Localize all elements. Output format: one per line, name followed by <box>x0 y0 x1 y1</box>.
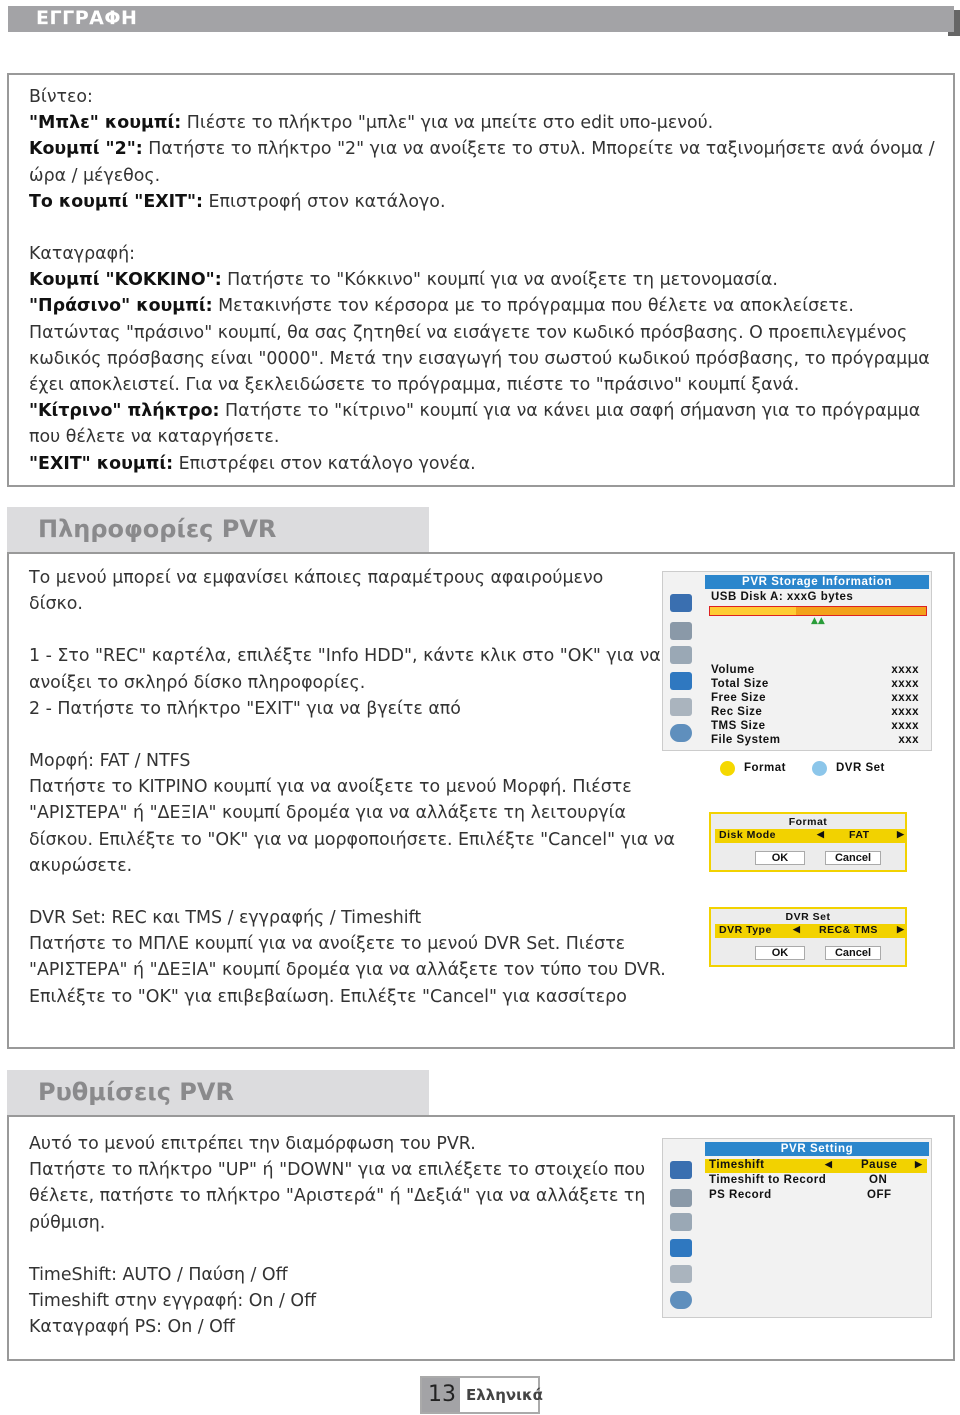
storage-screen <box>662 571 932 751</box>
pvr-info-paragraph <box>29 748 679 879</box>
pvr-setting-screen <box>662 1138 932 1318</box>
pvr-info-line: δίσκο. <box>29 594 83 615</box>
pvr-info-line: "ΑΡΙΣΤΕΡΑ" ή "ΔΕΞΙΑ" κουμπί δρομέα για να αλλάξετε τη λειτουργία <box>29 803 626 824</box>
storage-row-value: xxxx <box>891 692 919 704</box>
pvr-info-line: Πατήστε το ΜΠΛΕ κουμπί για να ανοίξετε το μενού DVR Set. Πιέστε <box>29 934 626 955</box>
left-arrow-icon[interactable]: ◀ <box>793 924 801 934</box>
settings-line: Timeshift στην εγγραφή: On / Off <box>29 1291 317 1312</box>
storage-row <box>711 692 919 706</box>
dvr-cancel-button[interactable]: Cancel <box>825 946 881 960</box>
storage-row-value: xxxx <box>891 664 919 676</box>
usb-disk-line: USB Disk A: xxxG bytes <box>711 591 854 603</box>
video-line: Το κουμπί "EXIT": Επιστροφή στον κατάλογο. <box>29 191 446 212</box>
page-footer <box>420 1376 543 1414</box>
ps-record-row[interactable] <box>705 1189 927 1203</box>
format-button[interactable] <box>720 760 810 778</box>
pvr-info-line: 1 - Στο "REC" καρτέλα, επιλέξτε "Info HDD", κάντε κλικ στο "OK" για να <box>29 646 661 667</box>
settings-lines-b <box>29 1262 669 1341</box>
settings-line: Αυτό το μενού επιτρέπει την διαμόρφωση του PVR. <box>29 1134 476 1154</box>
usb-icon <box>670 1265 692 1283</box>
ps-record-value: OFF <box>867 1189 892 1201</box>
pvr-info-paragraph <box>29 905 679 1010</box>
pvr-info-text <box>29 565 679 1010</box>
storage-row <box>711 706 919 720</box>
settings-line: TimeShift: AUTO / Παύση / Off <box>29 1264 288 1285</box>
pvr-info-line: Πατήστε το ΚΙΤΡΙΝΟ κουμπί για να ανοίξετε το μενού Μορφή. Πιέστε <box>29 777 632 798</box>
storage-title: PVR Storage Information <box>705 575 929 589</box>
usage-bar <box>709 606 927 616</box>
pvr-info-paragraph <box>29 643 679 722</box>
pvr-settings-text <box>29 1131 669 1340</box>
rec-line: "Πράσινο" κουμπί: Μετακινήστε τον κέρσορα με το πρόγραμμα που θέλετε να αποκλείσετε. <box>29 296 854 317</box>
storage-row-label: Rec Size <box>711 706 763 718</box>
rec-line: Κουμπί "ΚΟΚΚΙΝΟ": Πατήστε το "Κόκκινο" κουμπί για να ανοίξετε τη μετονομασία. <box>29 270 778 291</box>
pvr-info-line: ακυρώσετε. <box>29 855 133 876</box>
satellite-icon <box>670 622 692 640</box>
video-line: ώρα / μέγεθος. <box>29 165 161 186</box>
pvr-settings-title: Ρυθμίσεις PVR <box>38 1078 234 1106</box>
ps-record-label: PS Record <box>709 1189 772 1201</box>
storage-row <box>711 678 919 692</box>
timeshift-record-row[interactable] <box>705 1174 927 1188</box>
page-number: 13 <box>428 1382 456 1407</box>
tv-icon <box>670 594 692 612</box>
rec-heading: Καταγραφή: <box>29 244 135 265</box>
storage-row-label: Volume <box>711 664 755 676</box>
usage-marker: ▲▲ <box>811 616 825 626</box>
timeshift-value: Pause <box>861 1159 898 1171</box>
format-label: Format <box>744 762 786 774</box>
pvr-info-line: Μορφή: FAT / NTFS <box>29 751 191 772</box>
right-arrow-icon[interactable]: ▶ <box>915 1159 923 1169</box>
video-line: Κουμπί "2": Πατήστε το πλήκτρο "2" για να ανοίξετε το στυλ. Μπορείτε να ταξινομήσετε ανά όνομα / <box>29 139 935 160</box>
video-line: "Μπλε" κουμπί: Πιέστε το πλήκτρο "μπλε" για να μπείτε στο edit υπο-μενού. <box>29 113 714 134</box>
rec-line: "EXIT" κουμπί: Επιστρέφει στον κατάλογο γονέα. <box>29 453 476 474</box>
settings-line: Πατήστε το πλήκτρο "UP" ή "DOWN" για να επιλέξετε το στοιχείο που <box>29 1160 646 1181</box>
video-heading: Βίντεο: <box>29 87 93 107</box>
rec-lines <box>29 267 949 477</box>
timeshift-row[interactable] <box>705 1159 927 1173</box>
timeshift-label: Timeshift <box>709 1159 765 1171</box>
rec-line: Πατώντας "πράσινο" κουμπί, θα σας ζητηθεί να εισάγετε τον κωδικό πρόσβασης. Ο προεπιλεγμένος <box>29 322 908 343</box>
pvr-info-line: ανοίξει το σκληρό δίσκο πληροφορίες. <box>29 672 366 693</box>
rec-line: έχει αποκλειστεί. Για να ξεκλειδώσετε το πρόγραμμα, πιέστε το "πράσινο" κουμπί ξανά. <box>29 375 800 396</box>
pvr-info-line: DVR Set: REC και TMS / εγγραφής / Timeshift <box>29 908 422 929</box>
storage-row <box>711 734 919 748</box>
storage-row-value: xxxx <box>891 706 919 718</box>
pvr-info-title: Πληροφορίες PVR <box>38 515 277 543</box>
format-ok-button[interactable]: OK <box>755 851 805 865</box>
format-cancel-button[interactable]: Cancel <box>825 851 881 865</box>
format-dialog-title: Format <box>788 816 828 828</box>
storage-row-label: Free Size <box>711 692 766 704</box>
pvr-info-line: "ΑΡΙΣΤΕΡΑ" ή "ΔΕΞΙΑ" κουμπί δρομέα για να αλλάξετε τον τύπο του DVR. <box>29 960 666 981</box>
disk-icon <box>670 1291 692 1309</box>
video-lines <box>29 110 949 215</box>
header-bar <box>8 6 954 32</box>
page-title: ΕΓΓΡΑΦΗ <box>36 7 138 29</box>
storage-row-label: TMS Size <box>711 720 766 732</box>
satellite-icon <box>670 1189 692 1207</box>
settings-line: Καταγραφή PS: On / Off <box>29 1317 235 1338</box>
storage-row <box>711 664 919 678</box>
gear-icon <box>670 1213 692 1231</box>
dvr-dialog <box>709 907 907 967</box>
disk-mode-row[interactable] <box>715 829 905 843</box>
yellow-dot-icon <box>720 761 735 776</box>
dvr-set-button[interactable] <box>812 760 912 778</box>
format-dialog <box>709 812 907 872</box>
left-arrow-icon[interactable]: ◀ <box>825 1159 833 1169</box>
timeshift-record-value: ON <box>869 1174 888 1186</box>
folder-icon <box>670 672 692 690</box>
tv-icon <box>670 1161 692 1179</box>
dvr-set-label: DVR Set <box>836 762 885 774</box>
disk-mode-label: Disk Mode <box>719 829 777 841</box>
dvr-type-value: REC& TMS <box>819 924 878 936</box>
blue-dot-icon <box>812 761 827 776</box>
pvr-info-line: δίσκου. Επιλέξτε το "OK" για να μορφοποιήσετε. Επιλέξτε "Cancel" για να <box>29 829 675 850</box>
language-label: Ελληνικά <box>466 1386 543 1404</box>
storage-icon-column <box>667 590 695 750</box>
dvr-type-row[interactable] <box>715 924 905 938</box>
dvr-type-label: DVR Type <box>719 924 772 936</box>
storage-rows <box>711 664 919 748</box>
storage-row-label: File System <box>711 734 781 746</box>
pvr-info-line: Το μενού μπορεί να εμφανίσει κάποιες παραμέτρους αφαιρούμενο <box>29 568 604 588</box>
left-arrow-icon[interactable]: ◀ <box>817 829 825 839</box>
pvr-setting-title: PVR Setting <box>705 1142 929 1156</box>
storage-row-value: xxxx <box>891 720 919 732</box>
storage-row-value: xxxx <box>891 678 919 690</box>
timeshift-record-label: Timeshift to Record <box>709 1174 827 1186</box>
pvr-info-paragraph <box>29 565 679 617</box>
pvr-info-line: 2 - Πατήστε το πλήκτρο "EXIT" για να βγείτε από <box>29 698 461 719</box>
disk-icon <box>670 724 692 742</box>
dvr-ok-button[interactable]: OK <box>755 946 805 960</box>
rec-line: που θέλετε να καταργήσετε. <box>29 427 280 448</box>
recording-text <box>29 84 949 477</box>
storage-row <box>711 720 919 734</box>
rec-line: "Κίτρινο" πλήκτρο: Πατήστε το "κίτρινο" κουμπί για να κάνει μια σαφή σήμανση για το πρόγραμμα <box>29 401 921 422</box>
settings-line: θέλετε, πατήστε το πλήκτρο "Αριστερά" ή "Δεξιά" για να αλλάξετε τη <box>29 1186 646 1207</box>
settings-lines-a <box>29 1131 669 1236</box>
storage-row-value: xxx <box>898 734 919 746</box>
right-arrow-icon[interactable]: ▶ <box>897 924 905 934</box>
usb-icon <box>670 698 692 716</box>
dvr-dialog-title: DVR Set <box>785 911 831 923</box>
disk-mode-value: FAT <box>849 829 870 841</box>
settings-line: ρύθμιση. <box>29 1212 106 1233</box>
right-arrow-icon[interactable]: ▶ <box>897 829 905 839</box>
folder-icon <box>670 1239 692 1257</box>
pvr-info-line: Επιλέξτε το "OK" για επιβεβαίωση. Επιλέξτε "Cancel" για κασσίτερο <box>29 986 627 1007</box>
pvr-info-paragraphs <box>29 565 679 1010</box>
setting-icon-column <box>667 1157 695 1317</box>
rec-line: κωδικός πρόσβασης είναι "0000". Μετά την εισαγωγή του σωστού κωδικού πρόσβασης, το πρόγραμμα <box>29 348 930 369</box>
gear-icon <box>670 646 692 664</box>
storage-row-label: Total Size <box>711 678 769 690</box>
